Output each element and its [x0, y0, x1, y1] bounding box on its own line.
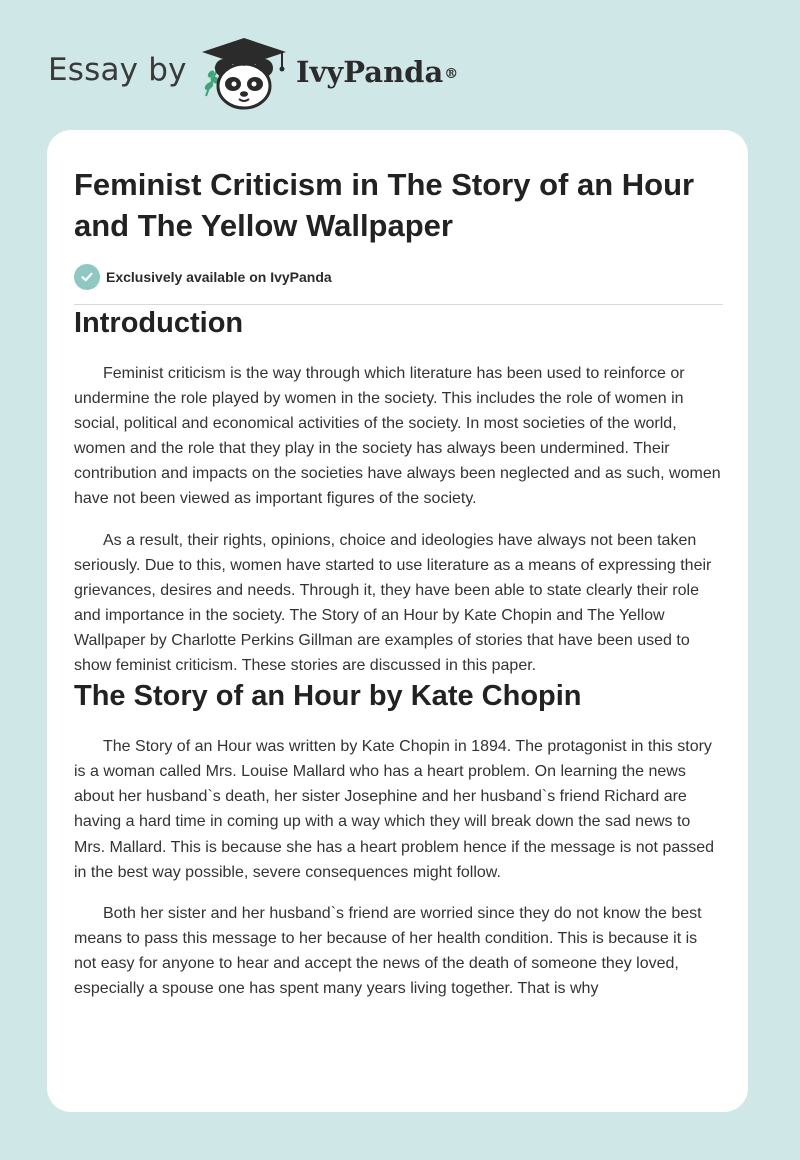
essay-title: Feminist Criticism in The Story of an Hour and The Yellow Wallpaper: [74, 167, 695, 243]
section-heading-introduction: Introduction: [74, 307, 244, 339]
essay-content: [74, 164, 723, 1001]
brand-name[interactable]: [296, 52, 458, 92]
paragraph: The Story of an Hour was written by Kate Chopin in 1894. The protagonist in this story is a woman called Mrs. Louise Mallard who has a heart problem. On learning the news about her husband`s death, her sister Josephine and her husband`s friend Richard are having a hard time in coming up with a way which they will break down the sad news to Mrs. Mallard. This is because she has a heart problem hence if the message is not passed in the best way possible, severe consequences might follow.: [74, 738, 715, 881]
paragraph: Feminist criticism is the way through which literature has been used to reinforce or undermine the role played by women in the society. This includes the role of women in social, political and economical activities of the society. In most societies of the world, women and the role that they play in the society has always been undermined. Their contribution and impacts on the societies have always been neglected and as such, women have not been viewed as important figures of the society.: [74, 365, 721, 508]
essay-card: [47, 130, 748, 1112]
section-heading-story-of-an-hour: The Story of an Hour by Kate Chopin: [74, 680, 582, 713]
paragraph: As a result, their rights, opinions, choice and ideologies have always not been taken seriously. Due to this, women have started to use literature as a means of expressing their grievances, desires and needs. Through it, they have been able to state clearly their role and importance in the society. The Story of an Hour by Kate Chopin and The Yellow Wallpaper by Charlotte Perkins Gillman are examples of stories that have been used to show feminist criticism. These stories are discussed in this paper.: [74, 531, 712, 675]
brand-prefix: Essay by: [48, 52, 187, 88]
paragraph: Both her sister and her husband`s friend are worried since they do not know the best means to pass this message to her because of her health condition. This is because it is not easy for anyone to hear and accept the news of the death of someone they loved, especially a spouse one has spent many years living together. That is why: [74, 904, 702, 997]
check-icon: [74, 264, 100, 290]
brand-name-text: IvyPanda: [296, 55, 444, 89]
exclusive-badge: [74, 263, 723, 291]
badge-text: Exclusively available on IvyPanda: [106, 269, 332, 285]
registered-mark: ®: [444, 66, 459, 82]
panda-graduate-icon[interactable]: [200, 36, 292, 110]
site-header: [0, 0, 800, 120]
